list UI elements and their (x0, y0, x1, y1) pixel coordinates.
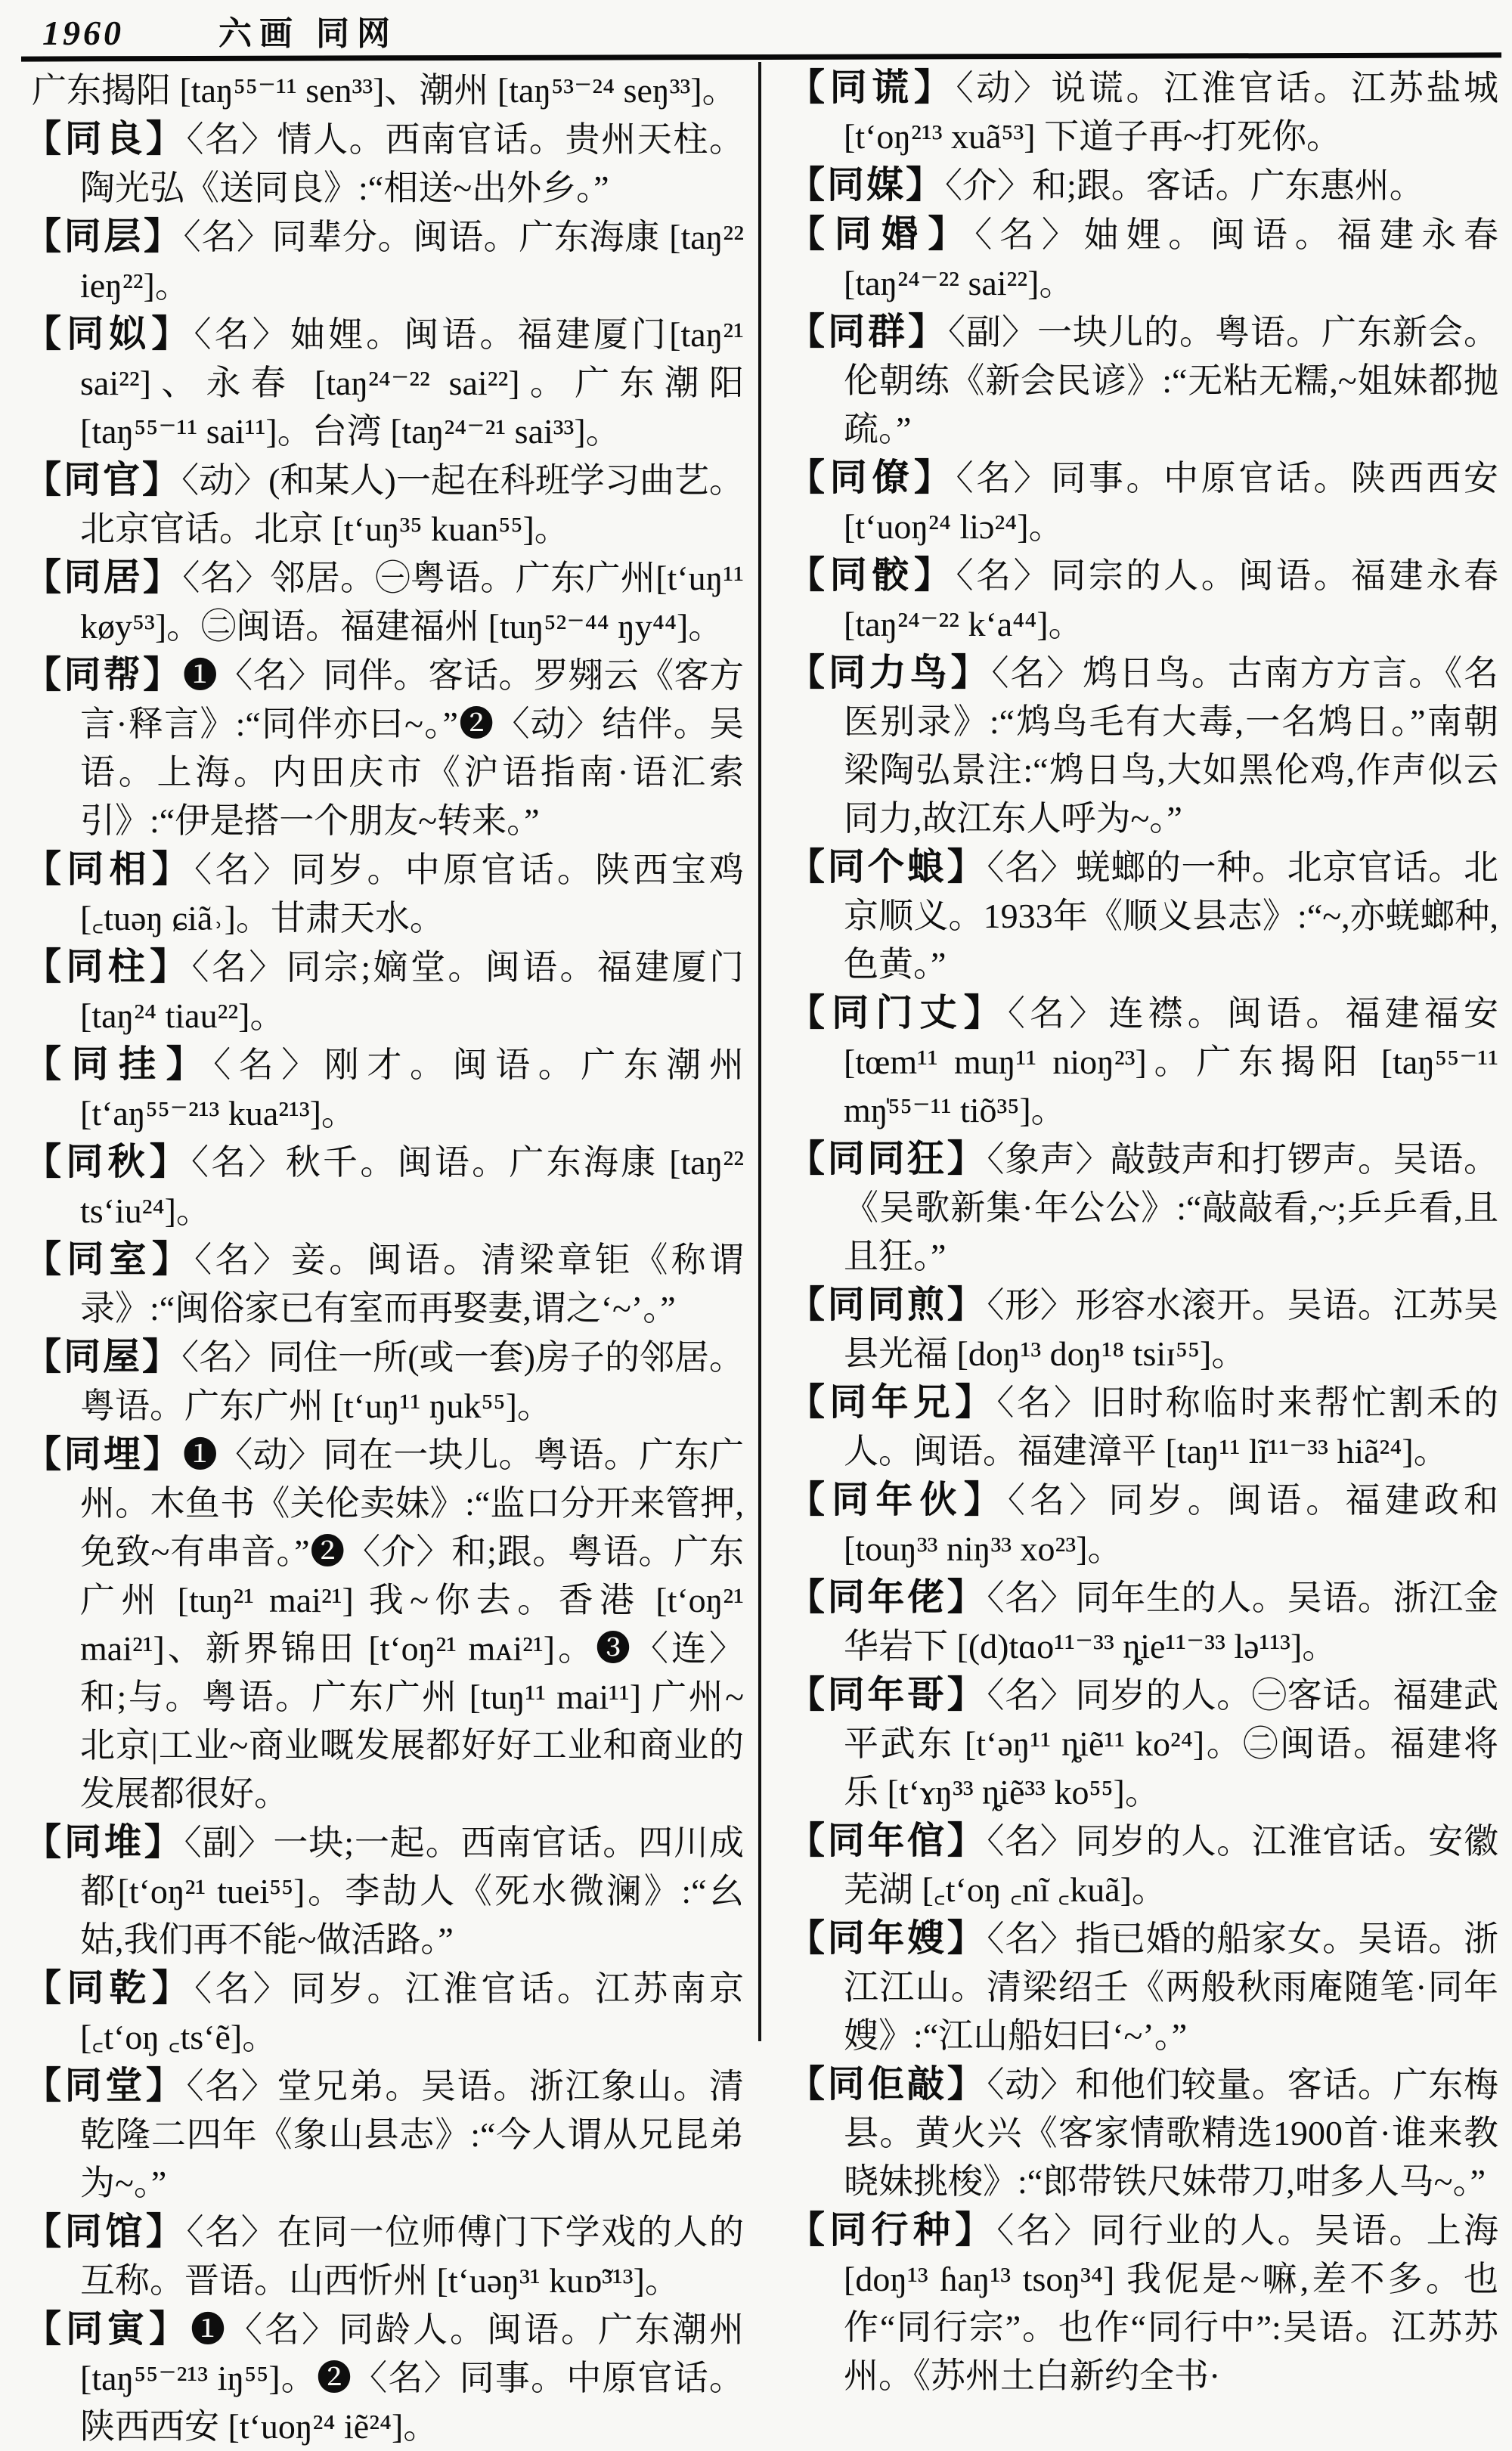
dictionary-entry (24, 2305, 744, 2451)
dictionary-entry (788, 2060, 1498, 2206)
entry-headword: 【同谎】 (788, 67, 956, 108)
entry-headword: 【同相】 (24, 848, 195, 890)
dictionary-entry (24, 212, 744, 310)
left-column (24, 67, 744, 2451)
dictionary-entry (788, 454, 1498, 551)
entry-body: 〈动〉说谎。江淮官话。江苏盐城 [t‘oŋ²¹³ xuã⁵³] 下道子再~打死你。 (844, 69, 1498, 156)
dictionary-entry (24, 651, 744, 845)
dictionary-entry (788, 551, 1498, 649)
entry-headword: 【同层】 (24, 215, 184, 257)
dictionary-entry (788, 161, 1498, 210)
entry-headword: 【同㛰】 (788, 213, 975, 255)
entry-body: 〈形〉形容水滚开。吴语。江苏吴县光福 [doŋ¹³ doŋ¹⁸ tsiɪ⁵⁵]。 (844, 1286, 1498, 1373)
entry-headword: 【同屋】 (24, 1336, 182, 1377)
dictionary-entry (24, 115, 744, 212)
entry-body: 〈名〉同岁的人。㊀客话。福建武平武东 [t‘əŋ¹¹ ȵiẽ¹¹ ko²⁴]。㊁闽语。福建将乐 [t‘ɤŋ³³ ȵiẽ³³ ko⁵⁵]。 (844, 1676, 1498, 1811)
entry-body: 〈名〉同辈分。闽语。广东海康 [taŋ²² ieŋ²²]。 (80, 218, 744, 305)
entry-headword: 【同年兄】 (788, 1381, 997, 1423)
entry-body: 〈名〉同年生的人。吴语。浙江金华岩下 [(d)tɑo¹¹⁻³³ ȵie¹¹⁻³³ lə¹¹³]。 (844, 1579, 1498, 1666)
dictionary-entry (788, 1671, 1498, 1817)
entry-headword: 【同姒】 (24, 313, 194, 355)
dictionary-entry (788, 308, 1498, 454)
entry-headword: 【同帮】 (24, 654, 183, 696)
dictionary-entry (24, 1235, 744, 1333)
entry-body: 〈名〉刚才。闽语。广东潮州[t‘aŋ⁵⁵⁻²¹³ kua²¹³]。 (80, 1046, 744, 1133)
entry-headword: 【同室】 (24, 1238, 195, 1280)
entry-headword: 【同年哥】 (788, 1674, 987, 1715)
entry-headword: 【同年嫂】 (788, 1917, 987, 1959)
entry-body: 〈象声〉敲鼓声和打锣声。吴语。《吴歌新集·年公公》:“敲敲看,~;乒乒看,且且狂。” (844, 1140, 1498, 1275)
entry-body: 〈名〉指已婚的船家女。吴语。浙江江山。清梁绍壬《两般秋雨庵随笔·同年嫂》:“江山船妇曰‘~’。” (844, 1920, 1498, 2055)
entry-body: 〈名〉在同一位师傅门下学戏的人的互称。晋语。山西忻州 [t‘uəŋ³¹ kuɒ̃³¹³]。 (80, 2213, 744, 2300)
entry-body: 〈名〉蜣螂的一种。北京官话。北京顺义。1933年《顺义县志》:“~,亦蜣螂种,色黄。” (844, 848, 1498, 984)
entry-headword: 【同馆】 (24, 2211, 187, 2252)
dictionary-entry (24, 310, 744, 456)
entry-headword: 【同官】 (24, 459, 182, 500)
entry-body: 〈名〉旧时称临时来帮忙割禾的人。闽语。福建漳平 [taŋ¹¹ lĩ¹¹⁻³³ hiã²⁴]。 (844, 1384, 1498, 1470)
dictionary-entry (24, 1138, 744, 1235)
entry-body: 〈名〉妾。闽语。清梁章钜《称谓录》:“闽俗家已有室而再娶妻,谓之‘~’。” (80, 1241, 744, 1328)
entry-continuation: 广东揭阳 [taŋ⁵⁵⁻¹¹ sen³³]、潮州 [taŋ⁵³⁻²⁴ seŋ³³]。 (32, 71, 737, 110)
right-column (788, 64, 1498, 2400)
entry-body: 〈动〉(和某人)一起在科班学习曲艺。北京官话。北京 [t‘uŋ³⁵ kuan⁵⁵]。 (80, 461, 744, 548)
dictionary-entry (788, 64, 1498, 161)
entry-body: 〈名〉同住一所(或一套)房子的邻居。粤语。广东广州 [t‘uŋ¹¹ ŋuk⁵⁵]。 (80, 1338, 744, 1425)
dictionary-entry (24, 1040, 744, 1138)
entry-headword: 【同挂】 (24, 1043, 214, 1085)
entry-headword: 【同行种】 (788, 2209, 997, 2251)
dictionary-entry (788, 1914, 1498, 2060)
entry-headword: 【同骹】 (788, 554, 956, 596)
entry-headword: 【同力鸟】 (788, 652, 992, 693)
dictionary-entry (788, 989, 1498, 1135)
entry-headword: 【同佢敲】 (788, 2063, 987, 2105)
entry-body: ❶〈名〉同龄人。闽语。广东潮州 [taŋ⁵⁵⁻²¹³ iŋ⁵⁵]。❷〈名〉同事。中原官话。陕西西安 [t‘uoŋ²⁴ iẽ²⁴]。 (80, 2310, 744, 2446)
entry-headword: 【同同煎】 (788, 1284, 987, 1325)
entry-headword: 【同媒】 (788, 164, 946, 206)
entry-headword: 【同门丈】 (788, 992, 1008, 1033)
dictionary-entry (24, 1964, 744, 2062)
entry-headword: 【同埋】 (24, 1433, 183, 1475)
dictionary-entry (24, 943, 744, 1040)
entry-headword: 【同柱】 (24, 946, 192, 987)
entry-body: 〈名〉同岁。江淮官话。江苏南京 [꜀t‘oŋ ꜀ts‘ẽ]。 (80, 1969, 744, 2056)
entry-body: 〈名〉同岁。中原官话。陕西宝鸡 [꜀tuəŋ ɕiã˒]。甘肃天水。 (80, 851, 744, 937)
entry-headword: 【同堂】 (24, 2065, 187, 2106)
dictionary-entry (788, 1817, 1498, 1914)
dictionary-entry (24, 845, 744, 943)
entry-body: 〈名〉同行业的人。吴语。上海 [doŋ¹³ ɦaŋ¹³ tsoŋ³⁴] 我伲是~嘛,差不多。也作“同行宗”。也作“同行中”:吴语。江苏苏州。《苏州土白新约全书· (844, 2211, 1498, 2395)
entry-body: ❶〈名〉同伴。客话。罗翙云《客方言·释言》:“同伴亦曰~。”❷〈动〉结伴。吴语。上海。内田庆市《沪语指南·语汇索引》:“伊是搭一个朋友~转来。” (80, 656, 744, 840)
entry-body: 〈副〉一块;一起。西南官话。四川成都[t‘oŋ²¹ tuei⁵⁵]。李劼人《死水微澜》:“幺姑,我们再不能~做活路。” (80, 1824, 744, 1959)
entry-body: 〈名〉同宗;嫡堂。闽语。福建厦门[taŋ²⁴ tiau²²]。 (80, 948, 744, 1035)
entry-body: 〈名〉秋千。闽语。广东海康 [taŋ²² ts‘iu²⁴]。 (80, 1143, 744, 1230)
entry-headword: 【同群】 (788, 311, 948, 352)
dictionary-entry (788, 843, 1498, 989)
column-divider (758, 62, 761, 2041)
page-header (42, 6, 1489, 54)
entry-headword: 【同堆】 (24, 1821, 184, 1863)
dictionary-entry (24, 2208, 744, 2305)
entry-body: 〈副〉一块儿的。粤语。广东新会。伦朝练《新会民谚》:“无粘无糯,~姐妹都抛疏。” (844, 313, 1498, 448)
entry-headword: 【同居】 (24, 556, 183, 598)
dictionary-entry (788, 1135, 1498, 1281)
dictionary-entry (788, 1378, 1498, 1476)
entry-headword: 【同僚】 (788, 457, 956, 498)
dictionary-entry (24, 456, 744, 553)
section-header: 六画 同网 (218, 15, 398, 52)
entry-body: 〈名〉同岁。闽语。福建政和[touŋ³³ niŋ³³ xo²³]。 (844, 1481, 1498, 1568)
dictionary-entry (788, 1573, 1498, 1671)
dictionary-entry (788, 1281, 1498, 1378)
entry-body: 〈名〉连襟。闽语。福建福安[tœm¹¹ muŋ¹¹ nioŋ²³]。广东揭阳 [taŋ⁵⁵⁻¹¹ mŋ̍⁵⁵⁻¹¹ tiõ³⁵]。 (844, 994, 1498, 1129)
entry-body: 〈名〉同事。中原官话。陕西西安 [t‘uoŋ²⁴ liɔ²⁴]。 (844, 459, 1498, 546)
dictionary-entry (24, 1430, 744, 1818)
dictionary-entry (24, 553, 744, 651)
dictionary-entry (24, 1333, 744, 1430)
entry-headword: 【同良】 (24, 118, 187, 160)
entry-headword: 【同同狂】 (788, 1138, 987, 1179)
entry-headword: 【同乾】 (24, 1967, 195, 2009)
dictionary-entry (24, 2062, 744, 2208)
entry-body: 〈名〉堂兄弟。吴语。浙江象山。清乾隆二四年《象山县志》:“今人谓从兄昆弟为~。” (80, 2067, 744, 2202)
entry-body: 〈名〉情人。西南官话。贵州天柱。陶光弘《送同良》:“相送~出外乡。” (80, 120, 744, 207)
entry-body: 〈介〉和;跟。客话。广东惠州。 (945, 166, 1424, 205)
entry-body: 〈名〉同宗的人。闽语。福建永春 [taŋ²⁴⁻²² k‘a⁴⁴]。 (844, 556, 1498, 643)
dictionary-entry (788, 1476, 1498, 1573)
entry-headword: 【同年伙】 (788, 1479, 1008, 1520)
entry-body: 〈名〉妯娌。闽语。福建永春 [taŋ²⁴⁻²² sai²²]。 (844, 215, 1498, 302)
entry-headword: 【同寅】 (24, 2308, 191, 2350)
entry-body: 〈动〉和他们较量。客话。广东梅县。黄火兴《客家情歌精选1900首·谁来教晓妹挑梭》:“郎带铁尺妹带刀,咁多人马~。” (844, 2065, 1498, 2201)
dictionary-entry (788, 649, 1498, 843)
dictionary-entry (788, 210, 1498, 308)
entry-headword: 【同秋】 (24, 1141, 192, 1182)
entry-body: 〈名〉鸩日鸟。古南方方言。《名医别录》:“鸩鸟毛有大毒,一名鸩日。”南朝梁陶弘景注:“鸩日鸟,大如黑伦鸡,作声似云同力,故江东人呼为~。” (844, 654, 1498, 838)
page-number: 1960 (42, 14, 124, 52)
dictionary-entry (788, 2206, 1498, 2400)
entry-body: 〈名〉妯娌。闽语。福建厦门[taŋ²¹ sai²²]、永春 [taŋ²⁴⁻²² sai²²]。广东潮阳 [taŋ⁵⁵⁻¹¹ sai¹¹]。台湾 [taŋ²⁴⁻²¹ sai³³]。 (80, 315, 744, 451)
entry-body: ❶〈动〉同在一块儿。粤语。广东广州。木鱼书《关伦卖妹》:“监口分开来管押,免致~有串音。”❷〈介〉和;跟。粤语。广东广州 [tuŋ²¹ mai²¹] 我~你去。香港 [t‘oŋ²¹ mai²¹]、新界锦田 [t‘oŋ²¹ mᴀi²¹]。❸〈连〉和;与。粤语。广东广州 [tuŋ¹¹ mai¹¹] 广州~北京|工业~商业嘅发展都好好工业和商业的发展都很好。 (80, 1436, 744, 1813)
entry-headword: 【同年倌】 (788, 1820, 987, 1861)
entry-headword: 【同年佬】 (788, 1576, 987, 1618)
entry-headword: 【同个蜋】 (788, 846, 987, 888)
entry-body: 〈名〉同岁的人。江淮官话。安徽芜湖 [꜀t‘oŋ ꜀nĩ ꜀kuã]。 (844, 1822, 1498, 1909)
dictionary-entry (24, 1818, 744, 1964)
entry-body: 〈名〉邻居。㊀粤语。广东广州[t‘uŋ¹¹ køy⁵³]。㊁闽语。福建福州 [tuŋ⁵²⁻⁴⁴ ŋy⁴⁴]。 (80, 559, 744, 646)
